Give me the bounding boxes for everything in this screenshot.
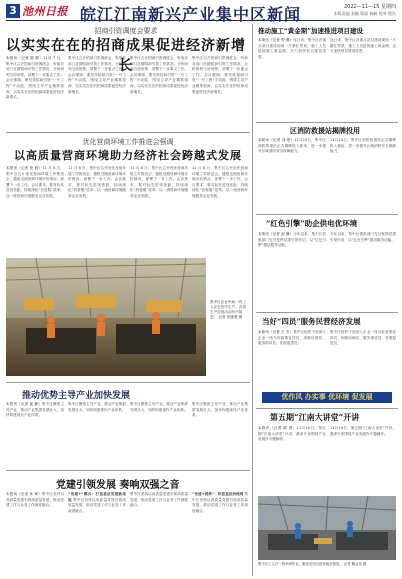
bottom-left-paragraph: 集中区聚焦主导产业，推动产业集群发展壮大，加快构建现代产业体系。 (6, 402, 64, 418)
red-engine-paragraph: 今年以来，集中区供电部门充分发挥党建引领作用，以“红色引擎”激活服务动能。 (258, 232, 326, 248)
four-services-col1 (258, 330, 326, 386)
red-engine-col1 (258, 232, 326, 310)
right-mid-headline: 区消防救援站揭牌投用 (290, 126, 360, 135)
bottom-left-paragraph-cont: 集中区聚焦主导产业，推动产业集群发展壮大，加快构建现代产业体系。 (68, 402, 126, 412)
right-top-paragraph: 连日来，集中区各重点项目建设现场一片繁忙景象，施工人员抢抓施工黄金期，全力加快项目建设进度。 (258, 38, 326, 59)
section-divider (6, 470, 250, 471)
section-divider (256, 122, 398, 123)
lead-paragraph: 集中区召开招商引资调度会，听取各部门近期招商引资工作情况，分析研判当前形势，部署下一步重点工作。会议强调，要坚持招商引资“一号工程”不动摇，围绕主导产业精准招商，以实实在在的招商成果促进经济新增长。 (6, 61, 64, 100)
red-engine-byline: 本报讯（记者 俞 静） (258, 232, 294, 236)
bottom-left-paragraph-cont: 集中区聚焦主导产业，推动产业集群发展壮大，加快构建现代产业体系。 (192, 402, 248, 418)
lead-paragraph-cont: 集中区召开招商引资调度会，听取各部门近期招商引资工作情况，分析研判当前形势，部署下一步重点工作。会议强调，要坚持招商引资“一号工程”不动摇，围绕主导产业精准招商，以实实在在的招商成果促进经济新增长。 (68, 56, 126, 94)
red-engine-paragraph-cont: 今年以来，集中区供电部门充分发挥党建引领作用，以“红色引擎”激活服务动能。 (330, 232, 396, 242)
section-divider (6, 132, 250, 133)
right-mid-col1 (258, 138, 326, 210)
bottom-right-paragraph-cont: 集中区坚持以高质量党建引领高质量发展，推动党建工作与业务工作深度融合。 (192, 492, 248, 513)
section-divider (256, 408, 398, 409)
right-top-byline: 本报讯（记者 程 琳） (258, 38, 294, 42)
right-top-col2 (330, 38, 396, 118)
photo2-caption: 集中区工人在一线车间作业，服务各项目建设稳步推进。 记者 戴金凤 摄 (258, 562, 367, 566)
lecture-col2 (330, 426, 396, 492)
subheading-2: “党建+网格”：织密基层治理网 (192, 492, 244, 496)
lecture-col1 (258, 426, 326, 492)
column-separator (252, 24, 253, 576)
second-paragraph-cont: 11 月 8 日，集中区召开优化营商环境工作推进会，通报近期营商环境评价情况，部署下一步工作。会议要求，要对标先进找差距，持续深化“放管服”改革，以一流营商环境服务企业发展。 (192, 166, 248, 198)
bottom-right-byline: 本报讯（记者 孙 林） (6, 492, 42, 496)
lead-byline: 本报讯（记者 陈 静）11月 7 日， (6, 56, 64, 60)
four-services-paragraph: 集中区组织干部深入企业一线当好政策宣传员、困难协调员、服务指导员、发展促进员。 (258, 330, 326, 346)
bottom-right-col4 (192, 492, 248, 574)
second-article-col1 (6, 166, 64, 254)
lecture-headline: 第五期“江南大讲堂”开讲 (270, 412, 360, 422)
lecture-paragraph-cont: 11月10日，第五期“江南大讲堂”开讲，邀请专家围绕产业发展作专题辅导。 (330, 426, 396, 436)
second-article-col2 (68, 166, 126, 254)
lecture-byline: 本报讯（记者 陈 晨） (258, 426, 297, 430)
right-top-col1 (258, 38, 326, 118)
issue-date: 2022—11—15 星期四 (343, 4, 396, 10)
lead-article-col4 (192, 56, 248, 128)
right-mid-paragraph: 11月10日，集中区消防救援站正式揭牌投入使用，进一步提升区域消防安全保障能力。 (258, 138, 326, 154)
factory-photo (6, 258, 206, 376)
section-divider (256, 312, 398, 313)
section-divider (256, 214, 398, 215)
band-title: 皖江江南新兴产业集中区新闻 (80, 5, 302, 24)
factory-photo-image (6, 258, 206, 376)
four-services-byline: 本报讯（记者 王 芳） (258, 330, 294, 334)
newspaper-logo: 池州日报 (22, 5, 68, 18)
lead-headline: 以实实在在的招商成果促进经济新增长 (6, 38, 246, 74)
four-services-col2 (330, 330, 396, 386)
bottom-left-paragraph-cont: 集中区聚焦主导产业，推动产业集群发展壮大，加快构建现代产业体系。 (130, 402, 188, 412)
bottom-right-col1 (6, 492, 64, 574)
second-paragraph: 11 月 8 日，集中区召开优化营商环境工作推进会，通报近期营商环境评价情况，部署下一步工作。会议要求，要对标先进找差距，持续深化“放管服”改革，以一流营商环境服务企业发展。 (6, 166, 64, 198)
workers-photo-image (258, 496, 396, 560)
second-article-col4 (192, 166, 248, 254)
lecture-paragraph: 11月10日，第五期“江南大讲堂”开讲，邀请专家围绕产业发展作专题辅导。 (258, 426, 326, 442)
bottom-right-col2 (68, 492, 126, 574)
right-mid-byline: 本报讯（记者 刘 艳） (258, 138, 295, 142)
blue-slogan-banner: 优作风 办实事 优环境 促发展 (262, 392, 392, 403)
four-services-headline: 当好“四员”服务民营经济发展 (262, 317, 361, 326)
lead-paragraph-cont: 集中区召开招商引资调度会，听取各部门近期招商引资工作情况，分析研判当前形势，部署下一步重点工作。会议强调，要坚持招商引资“一号工程”不动摇，围绕主导产业精准招商，以实实在在的招商成果促进经济新增长。 (130, 56, 188, 94)
bottom-left-col2 (68, 402, 126, 466)
four-services-paragraph-cont: 集中区组织干部深入企业一线当好政策宣传员、困难协调员、服务指导员、发展促进员。 (330, 330, 396, 346)
second-kicker: 优化营商环境工作推进会强调 (82, 138, 174, 146)
lead-kicker: 招商引资调度会要求 (94, 27, 158, 35)
bottom-right-headline: 党建引领发展 奏响双强之音 (56, 480, 180, 491)
bottom-right-paragraph: 集中区坚持以高质量党建引领高质量发展，推动党建工作与业务工作深度融合。 (6, 492, 64, 508)
bottom-right-paragraph-cont: 集中区坚持以高质量党建引领高质量发展，推动党建工作与业务工作深度融合。 (68, 497, 126, 513)
second-paragraph-cont: 11 月 8 日，集中区召开优化营商环境工作推进会，通报近期营商环境评价情况，部署下一步工作。会议要求，要对标先进找差距，持续深化“放管服”改革，以一流营商环境服务企业发展。 (130, 166, 188, 198)
red-engine-col2 (330, 232, 396, 310)
second-byline: 本报讯（记者 张 莉） (6, 166, 43, 170)
bottom-left-byline: 本报讯（记者 崔 静） (6, 402, 42, 406)
page-number: 3 (6, 4, 20, 18)
lead-article-col2 (68, 56, 126, 128)
lead-article-col3 (130, 56, 188, 128)
lead-article-col1 (6, 56, 64, 128)
right-mid-paragraph-cont: 11月10日，集中区消防救援站正式揭牌投入使用，进一步提升区域消防安全保障能力。 (330, 138, 396, 154)
editor-credits: 本版责编 张颖 版面 杨帆 校对 程浩 (333, 11, 396, 16)
bottom-left-headline: 推动优势主导产业加快发展 (22, 391, 131, 401)
right-mid-col2 (330, 138, 396, 210)
bottom-right-col3 (130, 492, 188, 574)
bottom-left-col4 (192, 402, 248, 466)
second-paragraph-cont: 11 月 8 日，集中区召开优化营商环境工作推进会，通报近期营商环境评价情况，部署下一步工作。会议要求，要对标先进找差距，持续深化“放管服”改革，以一流营商环境服务企业发展。 (68, 166, 126, 198)
section-divider (6, 382, 250, 383)
red-engine-headline: “红色引擎”助企供电优环境 (266, 219, 358, 228)
right-top-headline: 推动施工“黄金期”加速推进项目建设 (258, 27, 363, 35)
second-article-col3 (130, 166, 188, 254)
photo-caption: 集中区企业车间一线工人正在有序生产，各项生产经营活动有序推进。 记者 蔡晓蕾 摄 (210, 300, 246, 319)
subheading-1: “党建+”模式：打造基层党建新高地 (68, 492, 126, 502)
lead-paragraph-cont: 集中区召开招商引资调度会，听取各部门近期招商引资工作情况，分析研判当前形势，部署下一步重点工作。会议强调，要坚持招商引资“一号工程”不动摇，围绕主导产业精准招商，以实实在在的招商成果促进经济新增长。 (192, 56, 248, 94)
masthead-rule (6, 20, 396, 21)
bottom-left-col1 (6, 402, 64, 466)
bottom-left-col3 (130, 402, 188, 466)
right-top-paragraph-cont: 连日来，集中区各重点项目建设现场一片繁忙景象，施工人员抢抓施工黄金期，全力加快项目建设进度。 (330, 38, 396, 54)
bottom-right-paragraph-cont: 集中区坚持以高质量党建引领高质量发展，推动党建工作与业务工作深度融合。 (130, 492, 188, 508)
second-headline: 以高质量营商环境助力经济社会跨越式发展 (14, 149, 242, 162)
workers-photo (258, 496, 396, 560)
